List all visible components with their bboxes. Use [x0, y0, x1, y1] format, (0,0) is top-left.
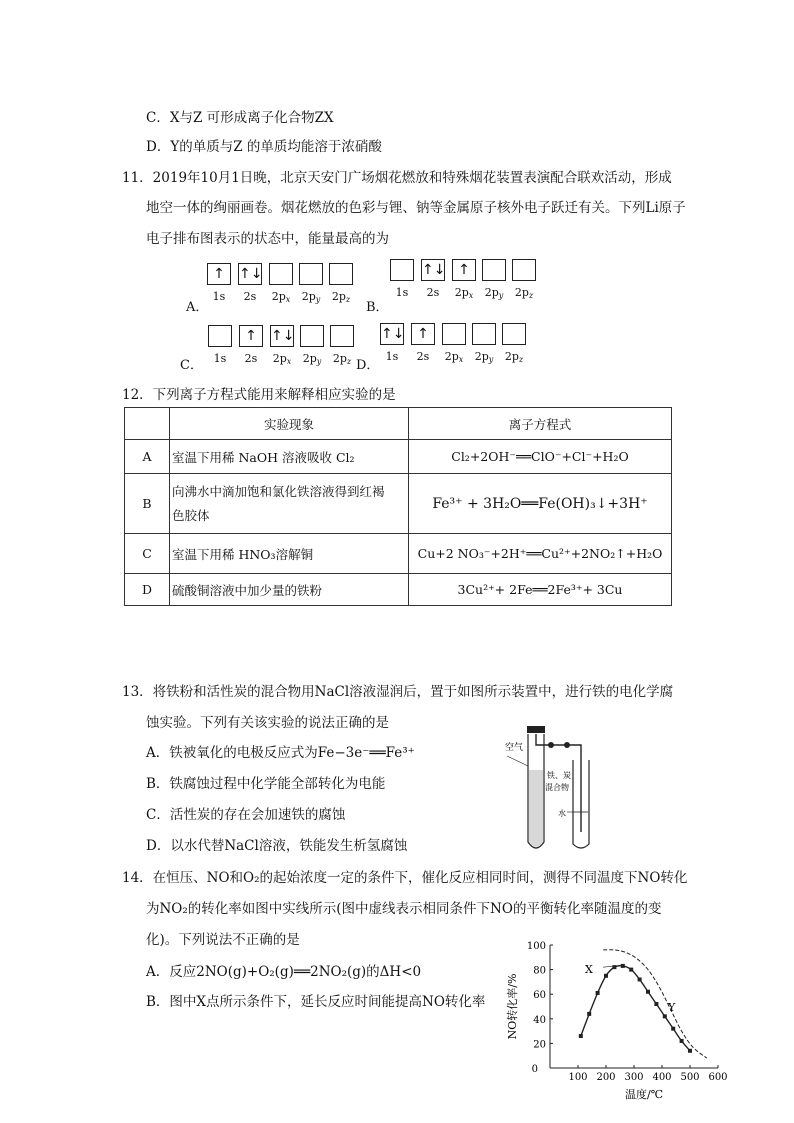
orbital-label: 2s	[416, 350, 430, 363]
q13-option-c: C．活性炭的存在会加速铁的腐蚀	[146, 807, 346, 823]
x-tick-label: 500	[680, 1072, 700, 1083]
no-conversion-chart	[500, 935, 730, 1103]
x-tick-label: 300	[624, 1072, 644, 1083]
row-phenomenon: 硫酸铜溶液中加少量的铁粉	[170, 574, 409, 606]
table-header-blank	[125, 408, 170, 440]
row-label: C	[125, 534, 170, 574]
orbital-label: 2s	[426, 286, 440, 299]
orbital-box: ↑↓	[238, 263, 262, 285]
row-equation: Cu+2 NO₃⁻+2H⁺══Cu²⁺+2NO₂↑+H₂O	[409, 534, 672, 574]
row-equation: 3Cu²⁺+ 2Fe══2Fe³⁺+ 3Cu	[409, 574, 672, 606]
orbital-label: 2py	[302, 352, 322, 366]
orbital-label: 1s	[213, 352, 227, 365]
q14-stem-line1: 14．在恒压、NO和O₂的起始浓度一定的条件下，催化反应相同时间，测得不同温度下NO转化	[122, 870, 688, 886]
orbital-label: 2s	[243, 290, 257, 303]
orbital-box: ↑↓	[421, 259, 445, 281]
q11-stem-line3: 电子排布图表示的状态中，能量最高的为	[146, 231, 389, 247]
row-label: D	[125, 574, 170, 606]
orbital-label: 2pz	[514, 286, 534, 300]
q11-stem-line1: 11．2019年10月1日晚，北京天安门广场烟花燃放和特殊烟花装置表演配合联欢活动，形成	[122, 170, 672, 186]
row-phenomenon	[170, 474, 409, 534]
table-row	[125, 440, 672, 474]
q14-option-b: B．图中X点所示条件下，延长反应时间能提高NO转化率	[146, 994, 486, 1010]
q11-choice-a-letter: A．	[186, 300, 209, 315]
q12-equation-table	[124, 407, 672, 606]
orbital-box: ↑	[239, 325, 263, 347]
data-point	[663, 1014, 667, 1018]
data-point	[621, 964, 625, 968]
orbital-box	[269, 263, 293, 285]
table-header-phenomenon: 实验现象	[170, 408, 409, 440]
row-phenomenon-line2: 色胶体	[172, 507, 210, 523]
row-phenomenon-line1: 向沸水中滴加饱和氯化铁溶液得到红褐	[172, 483, 385, 499]
orbital-label: 2pz	[332, 352, 352, 366]
row-label: B	[125, 474, 170, 534]
x-tick-label: 600	[708, 1072, 728, 1083]
data-point	[680, 1039, 684, 1043]
iron-carbon-mixture	[529, 770, 543, 847]
q11-choice-b-letter: B．	[366, 300, 389, 315]
row-phenomenon: 室温下用稀 HNO₃溶解铜	[170, 534, 409, 574]
q11-choice-d-letter: D．	[356, 358, 380, 373]
orbital-label: 1s	[212, 290, 226, 303]
point-label-x: X	[585, 963, 593, 976]
q13-option-d: D．以水代替NaCl溶液，铁能发生析氢腐蚀	[146, 838, 408, 854]
orbital-label: 2px	[454, 286, 474, 300]
x-tick-label: 400	[652, 1072, 672, 1083]
orbital-box	[512, 259, 536, 281]
orbital-box: ↑	[411, 323, 435, 345]
orbital-box	[482, 259, 506, 281]
air-pointer	[507, 756, 528, 766]
orbital-box	[208, 325, 232, 347]
x-tick-label: 200	[596, 1072, 616, 1083]
orbital-label: 2pz	[504, 350, 524, 364]
orbital-label: 2py	[484, 286, 504, 300]
row-equation: Cl₂+2OH⁻══ClO⁻+Cl⁻+H₂O	[409, 440, 672, 474]
orbital-label: 2py	[301, 290, 321, 304]
orbital-box: ↑↓	[380, 323, 404, 345]
q13-stem-line2: 蚀实验。下列有关该实验的说法正确的是	[146, 715, 389, 731]
corrosion-apparatus-figure	[495, 720, 605, 860]
orbital-label: 2px	[271, 290, 291, 304]
data-point	[654, 1002, 658, 1006]
orbital-box	[299, 263, 323, 285]
fig-label-water: 水	[558, 809, 566, 818]
orbital-box	[330, 325, 354, 347]
q12-stem: 12．下列离子方程式能用来解释相应实验的是	[122, 387, 396, 403]
orbital-box: ↑↓	[270, 325, 294, 347]
orbital-box	[329, 263, 353, 285]
data-point	[596, 991, 600, 995]
orbital-label: 1s	[395, 286, 409, 299]
y-axis-label: NO转化率/%	[506, 973, 519, 1040]
data-point	[629, 968, 633, 972]
q14-stem-line2: 为NO₂的转化率如图中实线所示(图中虚线表示相同条件下NO的平衡转化率随温度的变	[146, 901, 662, 917]
table-header-row	[125, 408, 672, 440]
row-label: A	[125, 440, 170, 474]
orbital-label: 2s	[244, 352, 258, 365]
orbital-label: 2px	[444, 350, 464, 364]
y-tick-label: 40	[533, 1014, 546, 1026]
orbital-box: ↑	[452, 259, 476, 281]
y-tick-label: 100	[526, 941, 546, 952]
orbital-box	[472, 323, 496, 345]
row-equation: Fe³⁺ + 3H₂O══Fe(OH)₃↓+3H⁺	[409, 474, 672, 534]
fig-label-mix2: 混合物	[545, 783, 569, 792]
orbital-box	[502, 323, 526, 345]
table-row	[125, 534, 672, 574]
q14-option-a: A．反应2NO(g)+O₂(g)══2NO₂(g)的ΔH<0	[146, 964, 422, 980]
stopper	[527, 726, 545, 733]
orbital-label: 2py	[474, 350, 494, 364]
data-point	[688, 1049, 692, 1053]
q10-option-d: D．Y的单质与Z 的单质均能溶于浓硝酸	[146, 139, 382, 155]
table-row	[125, 574, 672, 606]
y-tick-label: 60	[533, 990, 546, 1002]
q10-option-c: C．X与Z 可形成离子化合物ZX	[146, 110, 334, 126]
orbital-label: 2px	[272, 352, 292, 366]
table-header-equation: 离子方程式	[409, 408, 672, 440]
q11-stem-line2: 地空一体的绚丽画卷。烟花燃放的色彩与锂、钠等金属原子核外电子跃迁有关。下列Li原子	[146, 200, 686, 216]
q13-option-b: B．铁腐蚀过程中化学能全部转化为电能	[146, 776, 386, 792]
data-point	[587, 1012, 591, 1016]
fig-label-mix1: 铁、炭	[547, 771, 571, 780]
orbital-label: 2pz	[331, 290, 351, 304]
q13-option-a: A．铁被氧化的电极反应式为Fe−3e⁻══Fe³⁺	[146, 745, 415, 761]
row-phenomenon: 室温下用稀 NaOH 溶液吸收 Cl₂	[170, 440, 409, 474]
q14-stem-line3: 化)。下列说法不正确的是	[146, 932, 300, 948]
data-point	[579, 1034, 583, 1038]
x-tick-label: 100	[568, 1072, 588, 1083]
orbital-box: ↑	[207, 263, 231, 285]
fig-label-air: 空气	[505, 743, 524, 753]
data-point	[638, 977, 642, 981]
x-axis-label: 温度/℃	[624, 1088, 664, 1101]
data-point	[671, 1027, 675, 1031]
orbital-label: 1s	[385, 350, 399, 363]
q13-stem-line1: 13．将铁粉和活性炭的混合物用NaCl溶液湿润后，置于如图所示装置中，进行铁的电化学腐	[122, 684, 674, 700]
data-point	[604, 974, 608, 978]
orbital-box	[390, 259, 414, 281]
table-row	[125, 474, 672, 534]
y-tick-label: 80	[533, 965, 546, 977]
origin-label: 0	[531, 1064, 538, 1075]
orbital-box	[300, 325, 324, 347]
data-point	[646, 990, 650, 994]
y-tick-label: 20	[533, 1039, 546, 1051]
point-label-y: Y	[668, 1001, 676, 1014]
q11-choice-c-letter: C．	[180, 358, 203, 373]
orbital-box	[442, 323, 466, 345]
